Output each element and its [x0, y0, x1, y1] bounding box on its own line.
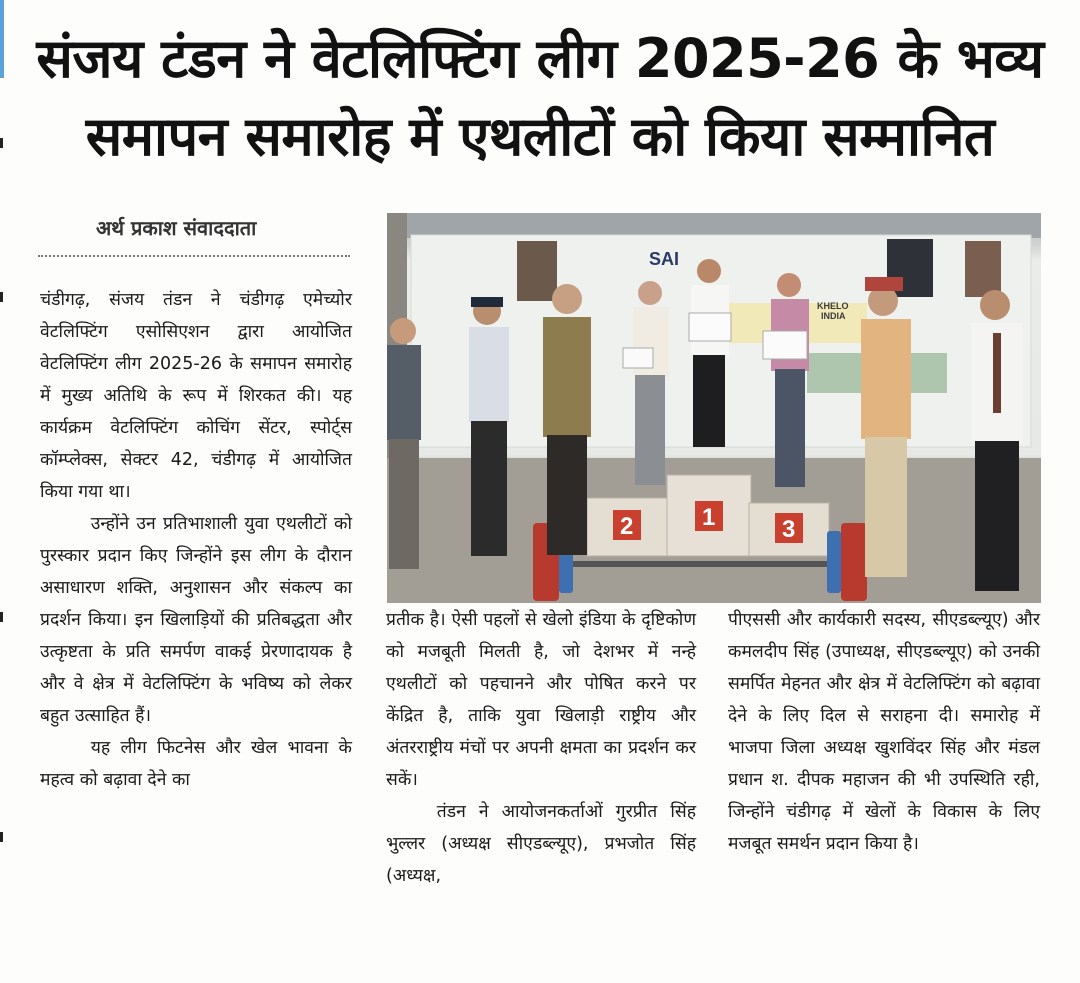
byline-divider	[38, 255, 350, 257]
podium-number: 2	[620, 513, 634, 540]
article-column-3	[728, 604, 1040, 860]
banner-khelo-text: KHELO	[817, 301, 849, 311]
ceremony-photo-illustration	[387, 213, 1041, 603]
news-photo	[387, 213, 1041, 603]
article-column-1	[40, 284, 352, 796]
margin-tick	[0, 138, 3, 148]
banner-india-text: INDIA	[821, 311, 846, 321]
banner-sai-text: SAI	[649, 249, 680, 269]
margin-tick	[0, 292, 3, 302]
paragraph: उन्होंने उन प्रतिभाशाली युवा एथलीटों को पुरस्कार प्रदान किए जिन्होंने इस लीग के दौरान असाधारण शक्ति, अनुशासन और संकल्प का प्रदर्शन किया। इन खिलाड़ियों की प्रतिबद्धता और उत्कृष्टता के प्रति समर्पण वाकई प्रेरणादायक है और वे क्षेत्र में वेटलिफ्टिंग के भविष्य को लेकर बहुत उत्साहित हैं।	[40, 514, 352, 726]
byline: अर्थ प्रकाश संवाददाता	[96, 216, 257, 240]
headline-line-1: संजय टंडन ने वेटलिफ्टिंग लीग 2025-26 के भव्य	[36, 27, 1044, 90]
paragraph: तंडन ने आयोजनकर्ताओं गुरप्रीत सिंह भुल्लर (अध्यक्ष सीएडब्ल्यूए), प्रभजोत सिंह (अध्यक्ष,	[386, 802, 696, 886]
paragraph: पीएससी और कार्यकारी सदस्य, सीएडब्ल्यूए) और कमलदीप सिंह (उपाध्यक्ष, सीएडब्ल्यूए) को उनकी समर्पित मेहनत और क्षेत्र में वेटलिफ्टिंग को बढ़ावा देने के लिए दिल से सराहना दी। समारोह में भाजपा जिला अध्यक्ष खुशविंदर सिंह और मंडल प्रधान श. दीपक महाजन की भी उपस्थिति रही, जिन्होंने चंडीगढ़ में खेलों के विकास के लिए मजबूत समर्थन प्रदान किया है।	[728, 610, 1040, 854]
article-column-2	[386, 604, 696, 892]
paragraph: चंडीगढ़, संजय तंडन ने चंडीगढ़ एमेच्योर वेटलिफ्टिंग एसोसिएशन द्वारा आयोजित वेटलिफ्टिंग लीग 2025-26 के समापन समारोह में मुख्य अतिथि के रूप में शिरकत की। यह कार्यक्रम वेटलिफ्टिंग कोचिंग सेंटर, स्पोर्ट्स कॉम्प्लेक्स, सेक्टर 42, चंडीगढ़ में आयोजित किया गया था।	[40, 290, 352, 502]
paragraph: यह लीग फिटनेस और खेल भावना के महत्व को बढ़ावा देने का	[40, 738, 352, 790]
margin-tick	[0, 612, 3, 622]
podium-number: 3	[782, 516, 796, 543]
paragraph: प्रतीक है। ऐसी पहलों से खेलो इंडिया के दृष्टिकोण को मजबूती मिलती है, जो देशभर में नन्हे एथलीटों को पहचानने और पोषित करने पर केंद्रित है, ताकि युवा खिलाड़ी राष्ट्रीय और अंतरराष्ट्रीय मंचों पर अपनी क्षमता का प्रदर्शन कर सकें।	[386, 610, 696, 790]
margin-tick	[0, 832, 3, 842]
headline-line-2: समापन समारोह में एथलीटों को किया सम्मानित	[85, 105, 995, 168]
left-edge-mark	[0, 0, 4, 78]
podium-number: 1	[702, 504, 716, 531]
headline	[20, 20, 1060, 176]
